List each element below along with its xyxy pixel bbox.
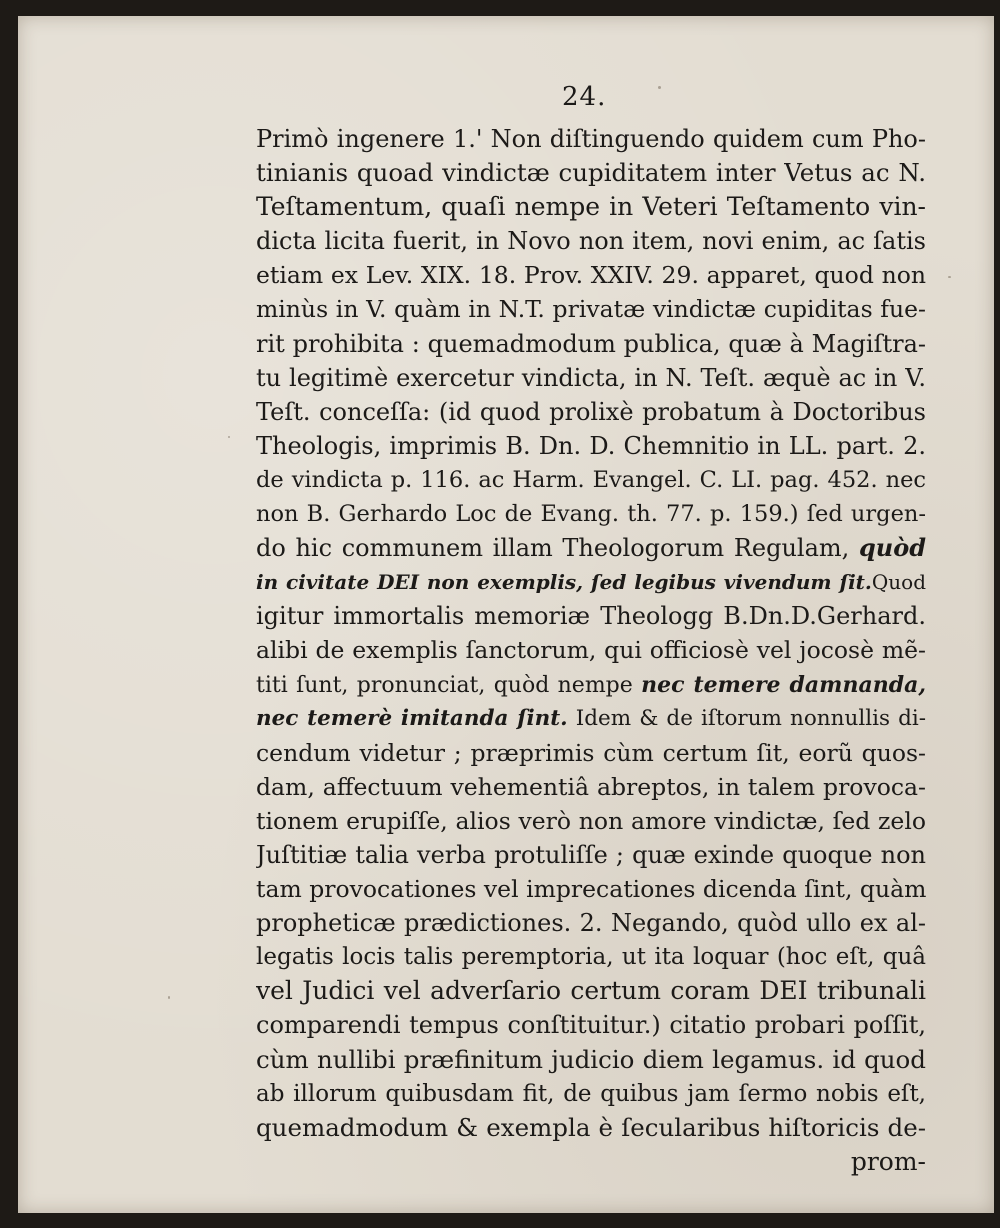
body-text [256,122,926,1179]
text-line: minùs in V. quàm in N.T. privatæ vindictæ cupiditas fue- [256,295,926,324]
text-line: legatis locis talis peremptoria, ut ita loquar (hoc eſt, quâ [256,944,926,971]
text-line: nec temerè imitanda ſint. Idem & de iſtorum nonnullis di- [256,705,926,731]
page-number: 24. [562,82,607,112]
text-line: Theologis, imprimis B. Dn. D. Chemnitio in LL. part. 2. [256,431,926,460]
text-line: in civitate DEI non exemplis, ſed legibus vivendum ſit.Quod [256,570,926,595]
text-line: Teſt. conceſſa: (id quod prolixè probatum à Doctoribus [256,397,926,426]
text-line: vel Judici vel adverſario certum coram DEI tribunali [256,976,926,1006]
text-line: Primò ingenere 1.' Non diſtinguendo quidem cum Pho- [256,125,926,153]
text-line: cendum videtur ; præprimis cùm certum ſit, eorũ quos- [256,738,926,767]
italic-emphasis: nec temerè imitanda ſint. [256,705,568,731]
text-line: comparendi tempus conſtituitur.) citatio probari poſſit, [256,1011,926,1040]
text-line: Juſtitiæ talia verba protuliſſe ; quæ exinde quoque non [256,840,926,869]
catchword: prom- [850,1146,926,1176]
text-line: de vindicta p. 116. ac Harm. Evangel. C. LI. pag. 452. nec [256,466,926,493]
text-line: tu legitimè exercetur vindicta, in N. Teſt. æquè ac in V. [256,363,926,392]
text-line: rit prohibita : quemadmodum publica, quæ à Magiſtra- [256,329,926,358]
text-line: etiam ex Lev. XIX. 18. Prov. XXIV. 29. apparet, quod non [256,261,926,290]
text-line: quemadmodum & exempla è ſecularibus hiſtoricis de- [256,1112,926,1142]
text-line: cùm nullibi præfinitum judicio diem legamus. id quod [256,1044,926,1074]
text-line: titi ſunt, pronunciat, quòd nempe nec temere damnanda, [256,671,926,698]
text-line: dam, affectuum vehementiâ abreptos, in talem provoca- [256,772,926,801]
text-line: tam provocationes vel imprecationes dicenda ſint, quàm [256,875,926,904]
book-page [18,16,994,1213]
text-line: tionem erupiſſe, alios verò non amore vindictæ, ſed zelo [256,806,926,835]
text-line: dicta licita fuerit, in Novo non item, novi enim, ac ſatis [256,227,926,256]
text-line: propheticæ prædictiones. 2. Negando, quòd ullo ex al- [256,909,926,938]
italic-emphasis: in civitate DEI non exemplis, ſed legibus vivendum ſit. [256,570,872,595]
italic-emphasis: quòd [858,533,926,563]
text-line: alibi de exemplis ſanctorum, qui officiosè vel jocosè mẽ- [256,636,926,665]
text-line: tinianis quoad vindictæ cupiditatem inter Vetus ac N. [256,158,926,188]
italic-emphasis: nec temere damnanda, [641,671,926,698]
text-line: do hic communem illam Theologorum Regulam, quòd [256,533,926,563]
text-line: ab illorum quibusdam fit, de quibus jam ſermo nobis eſt, [256,1080,926,1107]
text-line: non B. Gerhardo Loc de Evang. th. 77. p. 159.) ſed urgen- [256,501,926,528]
text-line: Teſtamentum, quaſi nempe in Veteri Teſtamento vin- [256,192,926,222]
text-line: igitur immortalis memoriæ Theologg B.Dn.D.Gerhard. [256,602,926,631]
